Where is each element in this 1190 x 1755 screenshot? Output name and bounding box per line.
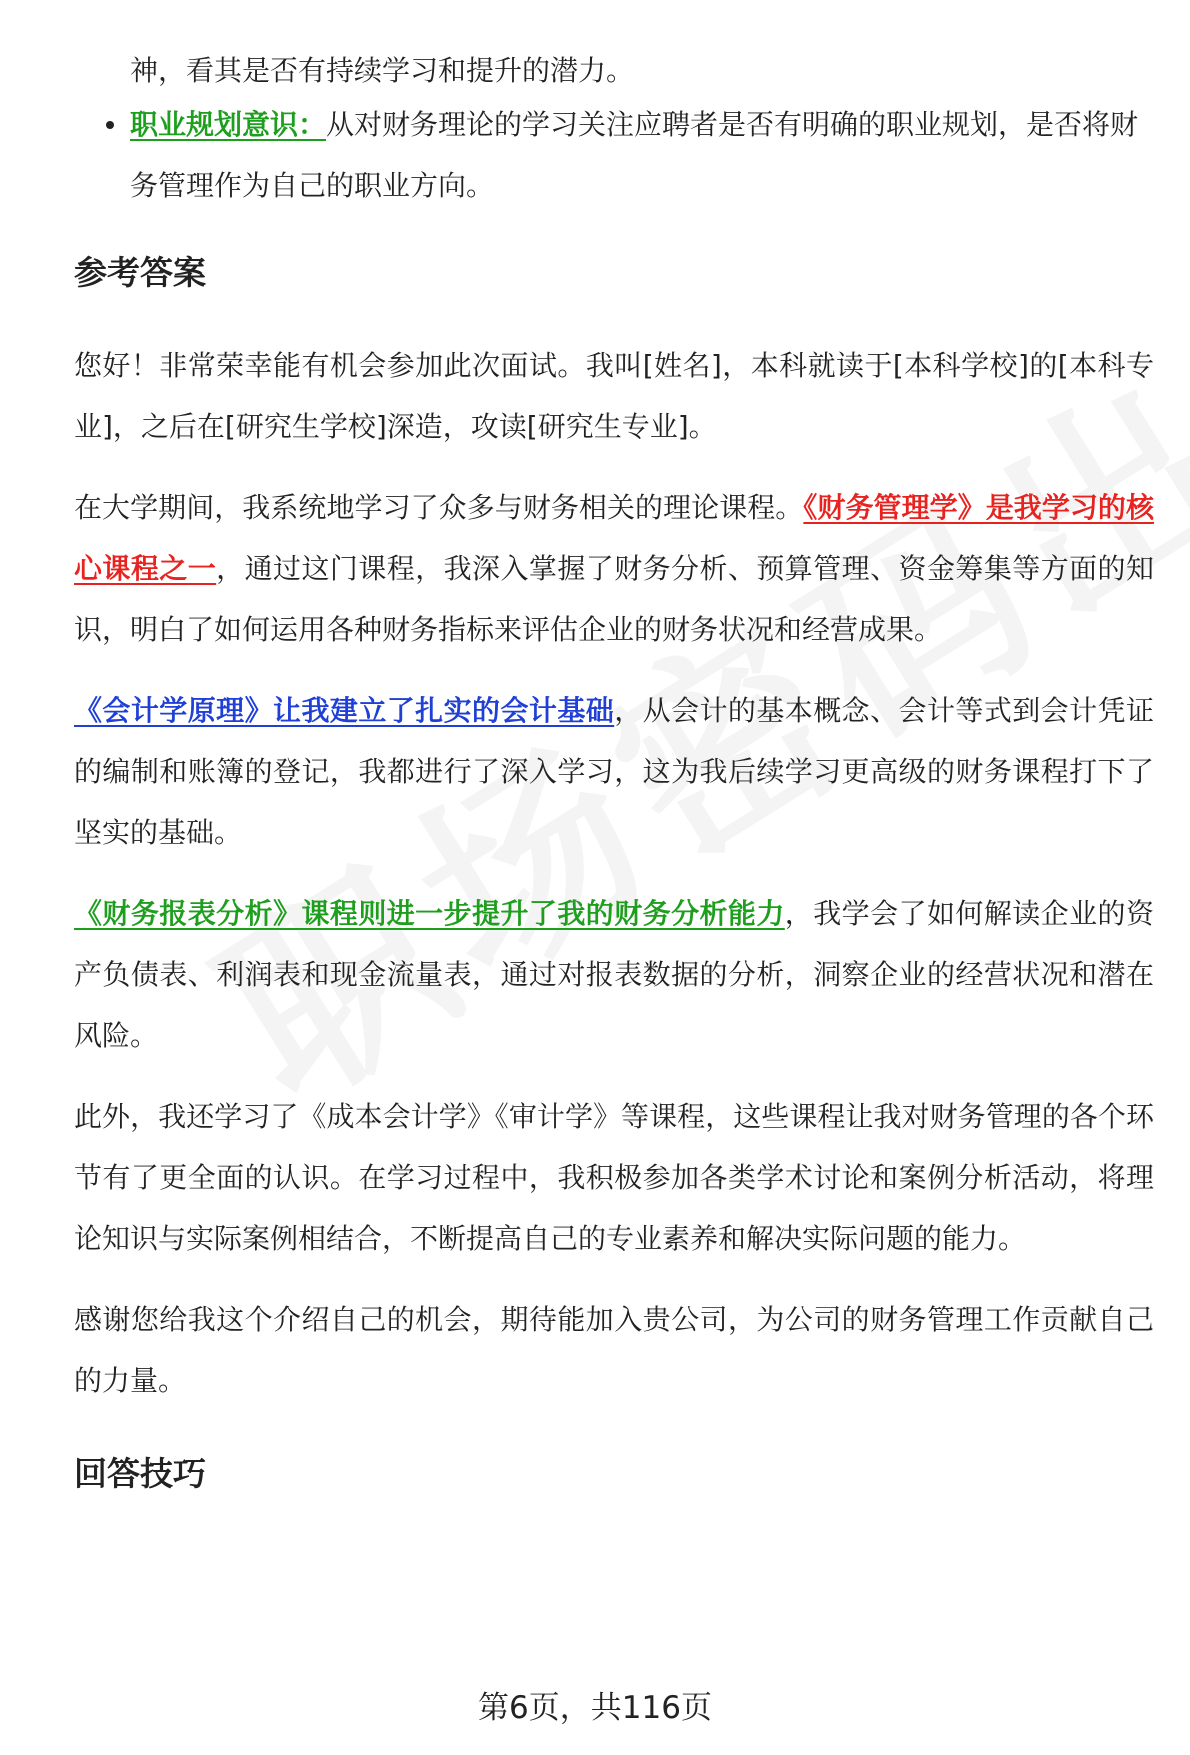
paragraph-accounting-rest: ，从会计的基本概念、会计等式到会计凭证的编制和账簿的登记，我都进行了深入学习，这为我后续学习更高级的财务课程打下了坚实的基础。 bbox=[74, 694, 1154, 849]
paragraph-statement-analysis-rest: ，我学会了如何解读企业的资产负债表、利润表和现金流量表，通过对报表数据的分析，洞察企业的经营状况和潜在风险。 bbox=[74, 897, 1154, 1052]
section-title-answer: 参考答案 bbox=[74, 253, 206, 292]
bullet-career-planning bbox=[74, 94, 1154, 216]
document-content bbox=[74, 40, 1154, 1504]
paragraph-courses-text: 在大学期间，我系统地学习了众多与财务相关的理论课程。 bbox=[74, 491, 804, 524]
paragraph-courses-rest: ，通过这门课程，我深入掌握了财务分析、预算管理、资金筹集等方面的知识，明白了如何运用各种财务指标来评估企业的财务状况和经营成果。 bbox=[74, 552, 1154, 646]
bullet-dot-icon bbox=[106, 121, 114, 129]
section-title-tips: 回答技巧 bbox=[74, 1454, 206, 1493]
page-number: 第6页，共116页 bbox=[478, 1690, 712, 1726]
bullet-label: 职业规划意识： bbox=[130, 108, 327, 141]
paragraph-accounting bbox=[74, 680, 1154, 863]
highlight-accounting-principles: 《会计学原理》让我建立了扎实的会计基础 bbox=[74, 694, 615, 727]
highlight-financial-management: 《财务管理学》是我学习的核心课程之一 bbox=[74, 491, 1154, 585]
paragraph-closing: 感谢您给我这个介绍自己的机会，期待能加入贵公司，为公司的财务管理工作贡献自己的力量。 bbox=[74, 1303, 1154, 1397]
paragraph-intro: 您好！非常荣幸能有机会参加此次面试。我叫[姓名]，本科就读于[本科学校]的[本科专业]，之后在[研究生学校]深造，攻读[研究生专业]。 bbox=[74, 349, 1154, 443]
paragraph-statement-analysis bbox=[74, 883, 1154, 1066]
paragraph-courses bbox=[74, 477, 1154, 660]
paragraph-other-courses: 此外，我还学习了《成本会计学》《审计学》等课程，这些课程让我对财务管理的各个环节有了更全面的认识。在学习过程中，我积极参加各类学术讨论和案例分析活动，将理论知识与实际案例相结合，不断提高自己的专业素养和解决实际问题的能力。 bbox=[74, 1100, 1154, 1255]
highlight-statement-analysis: 《财务报表分析》课程则进一步提升了我的财务分析能力 bbox=[74, 897, 785, 930]
bullet-continuation: 神，看其是否有持续学习和提升的潜力。 bbox=[130, 54, 635, 87]
bullet-text: 从对财务理论的学习关注应聘者是否有明确的职业规划，是否将财务管理作为自己的职业方向。 bbox=[130, 108, 1139, 202]
